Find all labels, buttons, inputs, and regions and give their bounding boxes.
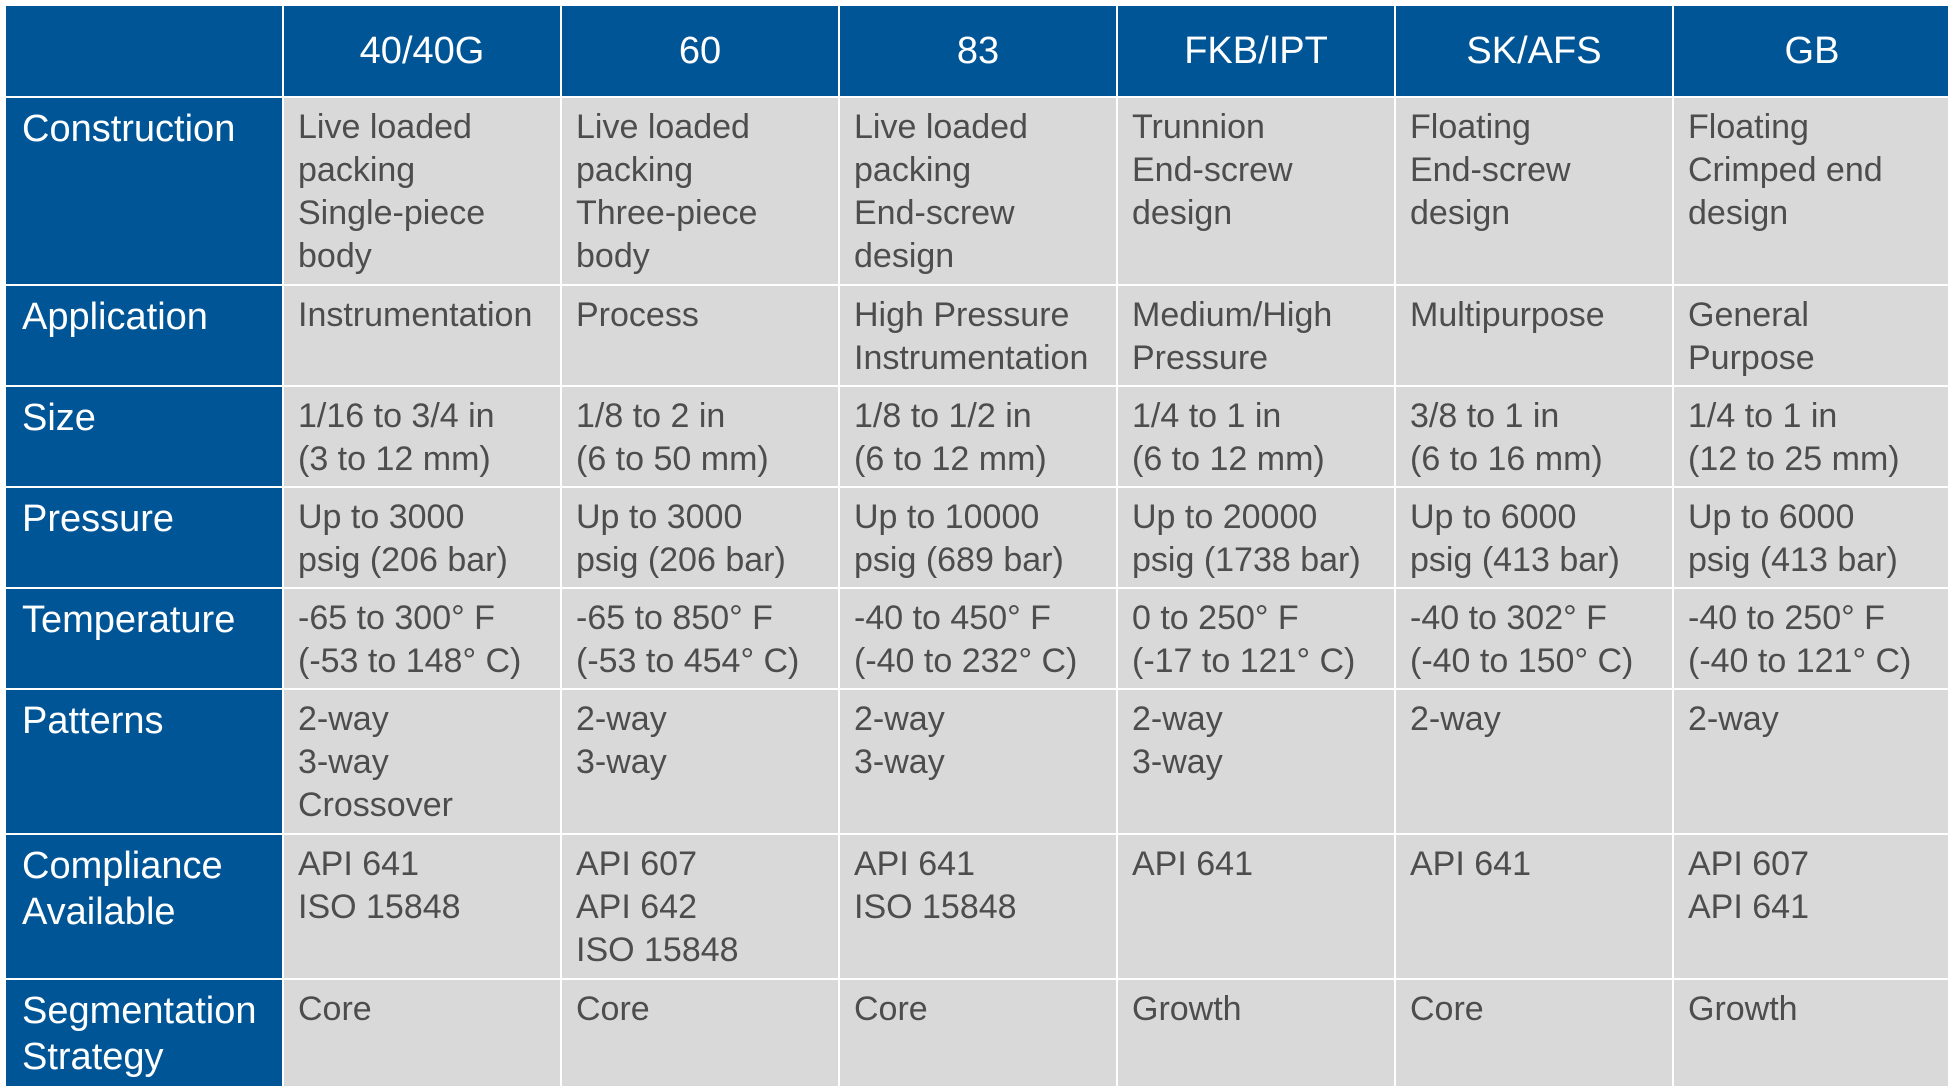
table-cell: -40 to 250° F (-40 to 121° C) bbox=[1674, 589, 1948, 688]
table-cell: Live loaded packing End-screw design bbox=[840, 98, 1116, 284]
row-header-temperature: Temperature bbox=[6, 589, 282, 688]
table-cell: 1/4 to 1 in (6 to 12 mm) bbox=[1118, 387, 1394, 486]
table-cell: 3/8 to 1 in (6 to 16 mm) bbox=[1396, 387, 1672, 486]
table-cell: -40 to 450° F (-40 to 232° C) bbox=[840, 589, 1116, 688]
comparison-table-container bbox=[4, 4, 1944, 1088]
row-temperature bbox=[6, 589, 1948, 688]
table-cell: Up to 6000 psig (413 bar) bbox=[1396, 488, 1672, 587]
table-cell: API 641 bbox=[1118, 835, 1394, 978]
table-cell: 2-way 3-way Crossover bbox=[284, 690, 560, 833]
table-cell: API 607 API 642 ISO 15848 bbox=[562, 835, 838, 978]
table-cell: Up to 20000 psig (1738 bar) bbox=[1118, 488, 1394, 587]
table-cell: API 641 ISO 15848 bbox=[840, 835, 1116, 978]
table-cell: Trunnion End-screw design bbox=[1118, 98, 1394, 284]
table-cell: High Pressure Instrumentation bbox=[840, 286, 1116, 385]
table-cell: API 641 bbox=[1396, 835, 1672, 978]
table-cell: API 641 ISO 15848 bbox=[284, 835, 560, 978]
table-cell: 1/16 to 3/4 in (3 to 12 mm) bbox=[284, 387, 560, 486]
table-cell: Up to 3000 psig (206 bar) bbox=[562, 488, 838, 587]
row-header-segmentation-strategy: Segmentation Strategy bbox=[6, 980, 282, 1086]
table-cell: Core bbox=[1396, 980, 1672, 1086]
comparison-table bbox=[4, 4, 1948, 1088]
table-cell: Instrumentation bbox=[284, 286, 560, 385]
row-patterns bbox=[6, 690, 1948, 833]
column-header-sk-afs: SK/AFS bbox=[1396, 6, 1672, 96]
table-cell: 2-way bbox=[1396, 690, 1672, 833]
table-cell: Multipurpose bbox=[1396, 286, 1672, 385]
table-cell: Up to 3000 psig (206 bar) bbox=[284, 488, 560, 587]
table-cell: 0 to 250° F (-17 to 121° C) bbox=[1118, 589, 1394, 688]
table-cell: Up to 6000 psig (413 bar) bbox=[1674, 488, 1948, 587]
table-cell: General Purpose bbox=[1674, 286, 1948, 385]
table-cell: Growth bbox=[1118, 980, 1394, 1086]
table-cell: Up to 10000 psig (689 bar) bbox=[840, 488, 1116, 587]
row-header-construction: Construction bbox=[6, 98, 282, 284]
table-cell: API 607 API 641 bbox=[1674, 835, 1948, 978]
column-header-40-40g: 40/40G bbox=[284, 6, 560, 96]
table-cell: 2-way 3-way bbox=[840, 690, 1116, 833]
row-size bbox=[6, 387, 1948, 486]
row-construction bbox=[6, 98, 1948, 284]
table-cell: 2-way 3-way bbox=[1118, 690, 1394, 833]
row-compliance-available bbox=[6, 835, 1948, 978]
corner-cell bbox=[6, 6, 282, 96]
table-cell: -40 to 302° F (-40 to 150° C) bbox=[1396, 589, 1672, 688]
row-header-size: Size bbox=[6, 387, 282, 486]
table-cell: Growth bbox=[1674, 980, 1948, 1086]
row-header-patterns: Patterns bbox=[6, 690, 282, 833]
table-cell: Live loaded packing Single-piece body bbox=[284, 98, 560, 284]
table-cell: Floating End-screw design bbox=[1396, 98, 1672, 284]
row-header-application: Application bbox=[6, 286, 282, 385]
table-cell: Floating Crimped end design bbox=[1674, 98, 1948, 284]
table-cell: 1/8 to 2 in (6 to 50 mm) bbox=[562, 387, 838, 486]
table-cell: 1/8 to 1/2 in (6 to 12 mm) bbox=[840, 387, 1116, 486]
column-header-83: 83 bbox=[840, 6, 1116, 96]
header-row bbox=[6, 6, 1948, 96]
row-segmentation-strategy bbox=[6, 980, 1948, 1086]
table-cell: Core bbox=[840, 980, 1116, 1086]
table-cell: Medium/High Pressure bbox=[1118, 286, 1394, 385]
table-cell: Process bbox=[562, 286, 838, 385]
table-cell: Core bbox=[562, 980, 838, 1086]
column-header-gb: GB bbox=[1674, 6, 1948, 96]
row-pressure bbox=[6, 488, 1948, 587]
table-cell: -65 to 300° F (-53 to 148° C) bbox=[284, 589, 560, 688]
table-cell: 2-way bbox=[1674, 690, 1948, 833]
column-header-fkb-ipt: FKB/IPT bbox=[1118, 6, 1394, 96]
table-cell: 2-way 3-way bbox=[562, 690, 838, 833]
table-cell: 1/4 to 1 in (12 to 25 mm) bbox=[1674, 387, 1948, 486]
table-cell: Core bbox=[284, 980, 560, 1086]
row-application bbox=[6, 286, 1948, 385]
column-header-60: 60 bbox=[562, 6, 838, 96]
row-header-pressure: Pressure bbox=[6, 488, 282, 587]
table-cell: -65 to 850° F (-53 to 454° C) bbox=[562, 589, 838, 688]
table-cell: Live loaded packing Three-piece body bbox=[562, 98, 838, 284]
row-header-compliance-available: Compliance Available bbox=[6, 835, 282, 978]
